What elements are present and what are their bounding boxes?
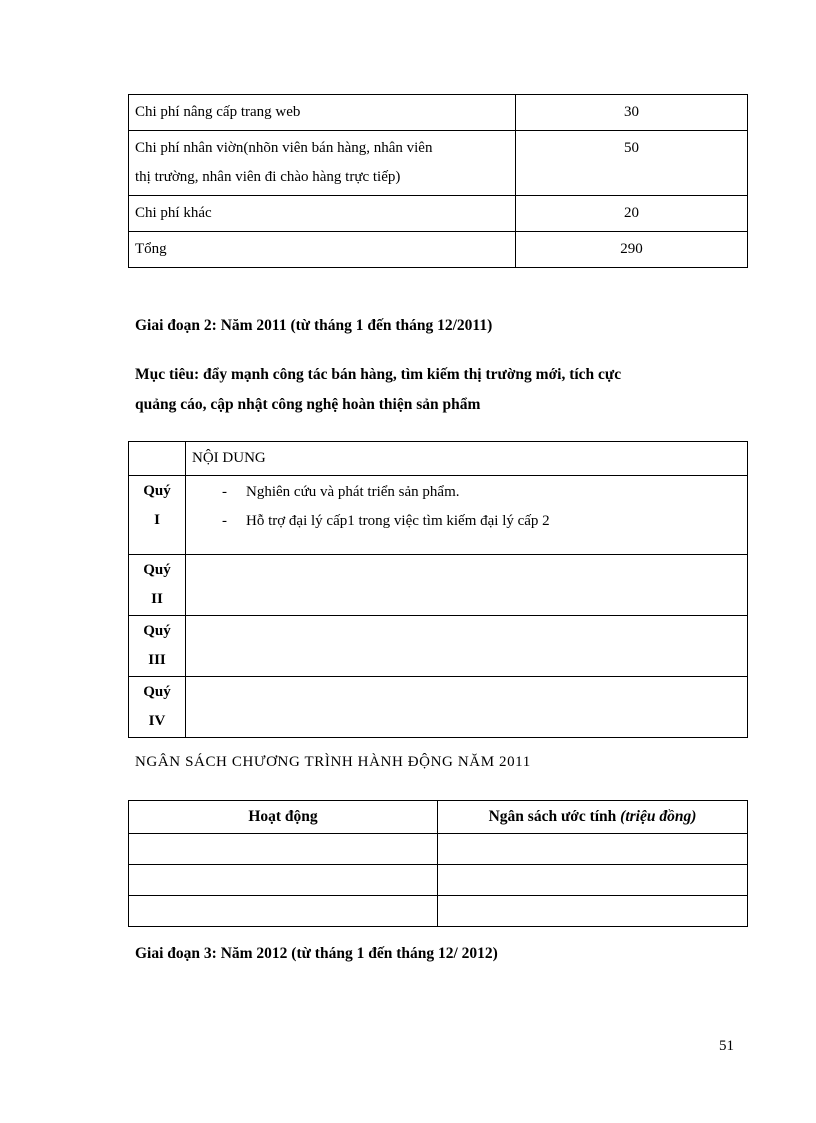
phase2-objective-line1: Mục tiêu: đẩy mạnh công tác bán hàng, tìm kiếm thị trường mới, tích cực [135, 366, 622, 383]
cost-value: 50 [516, 131, 748, 196]
table-row [129, 555, 748, 616]
table-cell [129, 865, 438, 896]
quarter-content [186, 555, 748, 616]
table-header-row [129, 801, 748, 834]
table-row [129, 616, 748, 677]
table-row [129, 232, 748, 268]
list-item: - Nghiên cứu và phát triển sản phẩm. [220, 478, 741, 507]
quarter-label [129, 555, 186, 616]
cost-label: Tổng [129, 232, 516, 268]
quarter-label [129, 677, 186, 738]
table-cell [438, 865, 748, 896]
page-number: 51 [719, 1038, 734, 1054]
quarter-label-top: Quý [143, 562, 171, 578]
quarter-label-top: Quý [143, 483, 171, 499]
cost-value: 30 [516, 95, 748, 131]
table-row [129, 131, 748, 196]
quarter-content [186, 476, 748, 555]
activity-header: Hoạt động [129, 801, 438, 834]
table-row [129, 834, 748, 865]
cost-label: Chi phí khác [129, 196, 516, 232]
budget-header-unit: (triệu đồng) [620, 808, 697, 825]
table-cell [438, 834, 748, 865]
quarter-content [186, 616, 748, 677]
table-row [129, 196, 748, 232]
cost-label-line2: thị trường, nhân viên đi chào hàng trực tiếp) [135, 169, 401, 185]
budget-header [438, 801, 748, 834]
empty-header-cell [129, 442, 186, 476]
phase2-heading: Giai đoạn 2: Năm 2011 (từ tháng 1 đến tháng 12/2011) [135, 317, 493, 334]
quarter-label [129, 616, 186, 677]
quarter-content [186, 677, 748, 738]
cost-label-line1: Chi phí nhân viờn(nhõn viên bán hàng, nhân viên [135, 140, 433, 156]
table-header-row [129, 442, 748, 476]
table-row [129, 95, 748, 131]
budget-title: NGÂN SÁCH CHƯƠNG TRÌNH HÀNH ĐỘNG NĂM 2011 [135, 754, 531, 770]
budget-header-main: Ngân sách ước tính [488, 808, 621, 825]
cost-table [128, 94, 748, 268]
quarter-label-bottom: I [154, 512, 160, 528]
quarter-label-top: Quý [143, 623, 171, 639]
phase2-objective-line2: quảng cáo, cập nhật công nghệ hoàn thiện sản phẩm [135, 396, 481, 413]
content-header: NỘI DUNG [186, 442, 748, 476]
cost-value: 20 [516, 196, 748, 232]
list-item: - Hỗ trợ đại lý cấp1 trong việc tìm kiếm đại lý cấp 2 [220, 507, 741, 536]
cost-label: Chi phí nâng cấp trang web [129, 95, 516, 131]
quarter-label [129, 476, 186, 555]
table-cell [129, 834, 438, 865]
quarter-label-bottom: III [148, 652, 166, 668]
table-row [129, 896, 748, 927]
quarter-label-bottom: IV [148, 713, 166, 729]
quarter-items [192, 478, 741, 536]
table-row [129, 677, 748, 738]
cost-value: 290 [516, 232, 748, 268]
quarter-label-bottom: II [151, 591, 163, 607]
table-cell [438, 896, 748, 927]
quarter-label-top: Quý [143, 684, 171, 700]
budget-table [128, 800, 748, 927]
table-row [129, 865, 748, 896]
quarter-plan-table [128, 441, 748, 738]
table-row [129, 476, 748, 555]
phase3-heading: Giai đoạn 3: Năm 2012 (từ tháng 1 đến tháng 12/ 2012) [135, 945, 498, 962]
cost-label [129, 131, 516, 196]
table-cell [129, 896, 438, 927]
